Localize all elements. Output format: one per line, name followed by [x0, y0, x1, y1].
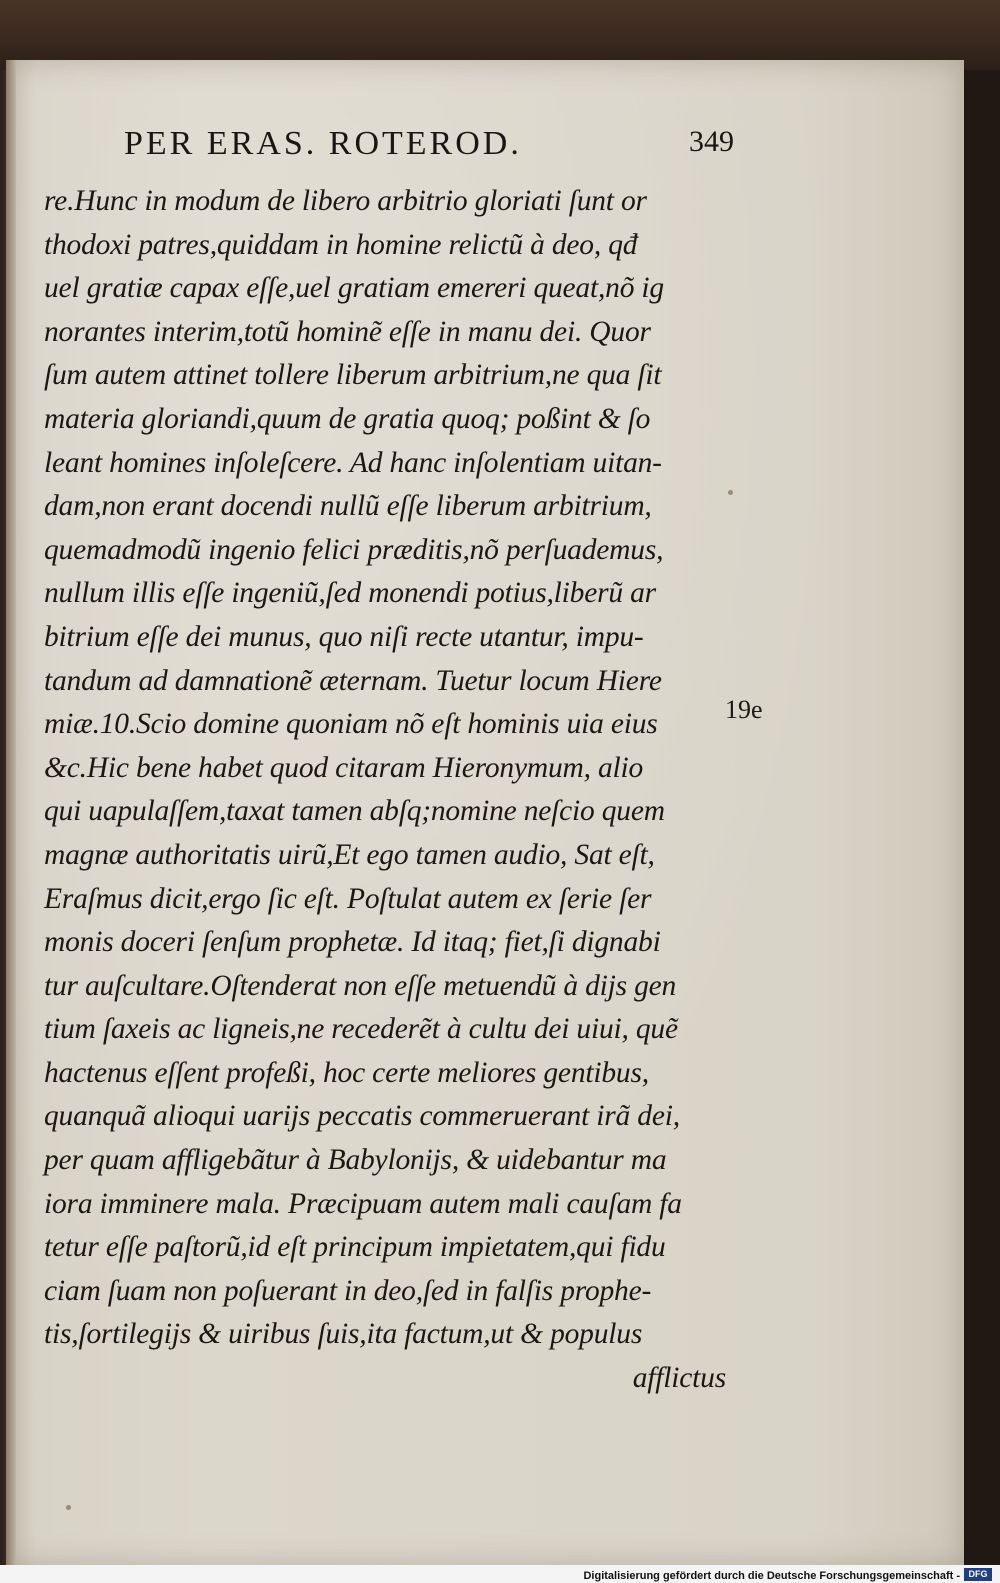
text-line: magnæ authoritatis uirũ,Et ego tamen audio, Sat eſt,	[44, 838, 655, 871]
text-line: quanquã alioqui uarijs peccatis commeruerant irã dei,	[44, 1100, 680, 1133]
text-line: quemadmodũ ingenio felici præditis,nõ perſuademus,	[44, 533, 664, 566]
folio-number: 349	[689, 125, 734, 158]
text-line: ſum autem attinet tollere liberum arbitrium,ne qua ſit	[44, 359, 662, 392]
text-line: miæ.10.Scio domine quoniam nõ eſt hominis uia eius	[44, 708, 658, 741]
text-line: dam,non erant docendi nullũ eſſe liberum arbitrium,	[44, 490, 652, 523]
funding-credit: Digitalisierung gefördert durch die Deutsche Forschungsgemeinschaft -	[583, 1570, 960, 1582]
text-line: qui uapulaſſem,taxat tamen abſq;nomine neſcio quem	[44, 795, 665, 828]
text-line: uel gratiæ capax eſſe,uel gratiam emereri queat,nõ ig	[44, 272, 664, 305]
text-line: afflictus	[632, 1362, 726, 1395]
text-line: ciam ſuam non poſuerant in deo,ſed in falſis prophe-	[44, 1274, 652, 1307]
text-line: tis,ſortilegijs & uiribus ſuis,ita factum,ut & populus	[44, 1318, 643, 1351]
text-line: materia gloriandi,quum de gratia quoq; poßint & ſo	[44, 402, 651, 435]
text-line: thodoxi patres,quiddam in homine relictũ à deo, qđ	[44, 228, 638, 261]
dfg-logo: DFG	[964, 1568, 992, 1581]
text-line: iora imminere mala. Præcipuam autem mali cauſam fa	[44, 1187, 682, 1220]
text-line: leant homines inſoleſcere. Ad hanc inſolentiam uitan-	[44, 446, 662, 479]
page-gutter-edge	[6, 60, 16, 1566]
text-line: nullum illis eſſe ingeniũ,ſed monendi potius,liberũ ar	[44, 577, 656, 610]
text-line: monis doceri ſenſum prophetæ. Id itaq; fiet,ſi dignabi	[44, 926, 661, 959]
paper-spot	[66, 1505, 71, 1510]
digitization-footer	[0, 1565, 1000, 1583]
text-line: norantes interim,totũ hominẽ eſſe in manu dei. Quor	[44, 315, 651, 348]
text-line: &c.Hic bene habet quod citaram Hieronymum, alio	[44, 751, 644, 784]
text-line: re.Hunc in modum de libero arbitrio gloriati ſunt or	[44, 185, 647, 217]
marginal-note: 19e	[725, 695, 763, 724]
text-line: hactenus eſſent profeßi, hoc certe meliores gentibus,	[44, 1056, 649, 1089]
text-line: bitrium eſſe dei munus, quo niſi recte utantur, impu-	[44, 620, 644, 653]
text-line: Eraſmus dicit,ergo ſic eſt. Poſtulat autem ex ſerie ſer	[44, 882, 652, 915]
text-line: per quam affligebãtur à Babylonijs, & uidebantur ma	[44, 1144, 667, 1177]
text-line: tur auſcultare.Oſtenderat non eſſe metuendũ à dijs gen	[44, 969, 677, 1002]
text-line: tium ſaxeis ac ligneis,ne recederẽt à cultu dei uiui, quẽ	[44, 1013, 678, 1046]
body-text	[44, 180, 744, 1401]
text-line: tandum ad damnationẽ æternam. Tuetur locum Hiere	[44, 664, 662, 697]
page-header	[124, 125, 734, 175]
text-line: tetur eſſe paſtorũ,id eſt principum impietatem,qui fidu	[44, 1231, 666, 1264]
running-head: PER ERAS. ROTEROD.	[124, 125, 522, 162]
